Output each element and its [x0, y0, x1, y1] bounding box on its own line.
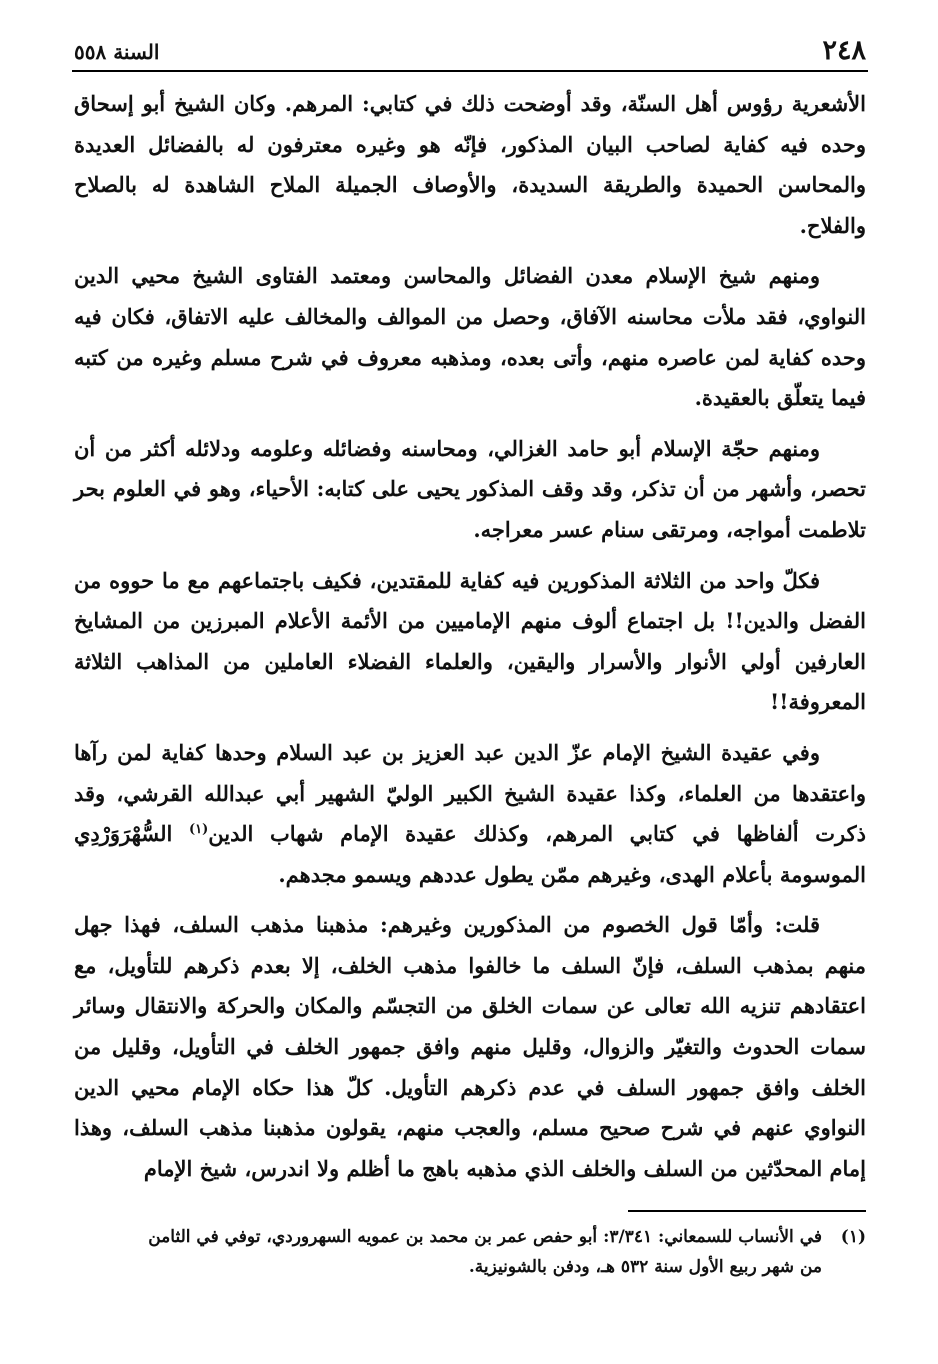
footnote-rule	[628, 1210, 866, 1212]
paragraph: الأشعرية رؤوس أهل السنّة، وقد أوضحت ذلك في كتابي: المرهم. وكان الشيخ أبو إسحاق وحده فيه كفاية لصاحب البيان المذكور، فإنّه هو وغيره معترفون له بالفضائل العديدة والمحاسن الحميدة والطريقة السديدة، والأوصاف الجميلة الملاح الشاهدة له بالصلاح والفلاح.	[74, 91, 866, 238]
paragraph: قلت: وأمّا قول الخصوم من المذكورين وغيرهم: مذهبنا مذهب السلف، فهذا جهل منهم بمذهب السلف، فإنّ السلف ما خالفوا مذهب الخلف، إلا بعدم ذكرهم للتأويل، مع اعتقادهم تنزيه الله تعالى عن سمات الخلق من التجسّم والمكان والحركة والانتقال وسائر سمات الحدوث والتغيّر والزوال، وقليل منهم وافق جمهور الخلف في التأويل، وقليل من الخلف وافق جمهور السلف في عدم ذكرهم التأويل. كلّ هذا حكاه الإمام محيي الدين النواوي عنهم في شرح صحيح مسلم، والعجب منهم، يقولون مذهبنا مذهب السلف، وهذا إمام المحدّثين من السلف والخلف الذي مذهبه باهج ما أظلم ولا اندرس، شيخ الإمام	[74, 912, 866, 1181]
page-header	[72, 30, 868, 72]
footnote-text: في الأنساب للسمعاني: ٣/٣٤١: أبو حفص عمر بن محمد بن عمويه السهروردي، توفي في الثامن	[148, 1227, 822, 1247]
footnote-text: من شهر ربيع الأول سنة ٥٣٢ هـ، ودفن بالشونيزية.	[468, 1257, 822, 1277]
footnote	[74, 1222, 866, 1282]
header-rule	[72, 70, 868, 72]
running-head: السنة ٥٥٨	[74, 40, 160, 64]
main-text	[74, 84, 866, 1189]
paragraph-text: وفي عقيدة الشيخ الإمام عزّ الدين عبد العزيز بن عبد السلام وحدها كفاية لمن رآها واعتقدها من العلماء، وكذا عقيدة الشيخ الكبير الوليّ الشهير أبي عبدالله القرشي، وقد ذكرت ألفاظها في كتابي المرهم، وكذلك عقيدة الإمام شهاب الدين	[74, 739, 866, 847]
footnote-reference[interactable]: (١)	[188, 822, 209, 838]
paragraph: فكلّ واحد من الثلاثة المذكورين فيه كفاية للمقتدين، فكيف باجتماعهم مع ما حووه من الفضل والدين!! بل اجتماع ألوف منهم الإماميين من الأئمة الأعلام المبرزين من المشايخ العارفين أولي الأنوار والأسرار واليقين، والعلماء الفضلاء العاملين من المذاهب الثلاثة المعروفة!!	[74, 567, 866, 715]
page-number: ٢٤٨	[822, 35, 866, 66]
paragraph: ومنهم حجّة الإسلام أبو حامد الغزالي، ومحاسنه وفضائله وعلومه ودلائله أكثر من أن تحصر، وأشهر من أن تذكر، وقد وقف المذكور يحيى على كتابه: الأحياء، وهو في العلوم بحر تلاطمت أمواجه، ومرتقى سنام عسر معراجه.	[74, 435, 866, 542]
paragraph-text: السُّهْرَوَرْدِي الموسومة بأعلام الهدى، وغيرهم ممّن يطول عددهم ويسمو مجدهم.	[74, 821, 866, 887]
paragraph	[74, 733, 866, 895]
paragraph: ومنهم شيخ الإسلام معدن الفضائل والمحاسن ومعتمد الفتاوى الشيخ محيي الدين النواوي، فقد ملأت محاسنه الآفاق، وحصل من الموالف والمخالف عليه الاتفاق، فكان فيه وحده كفاية لمن عاصره منهم، وأتى بعده، ومذهبه معروف في شرح مسلم وغيره من كتبه فيما يتعلّق بالعقيدة.	[74, 263, 866, 411]
footnote-marker: (١)	[840, 1227, 866, 1247]
